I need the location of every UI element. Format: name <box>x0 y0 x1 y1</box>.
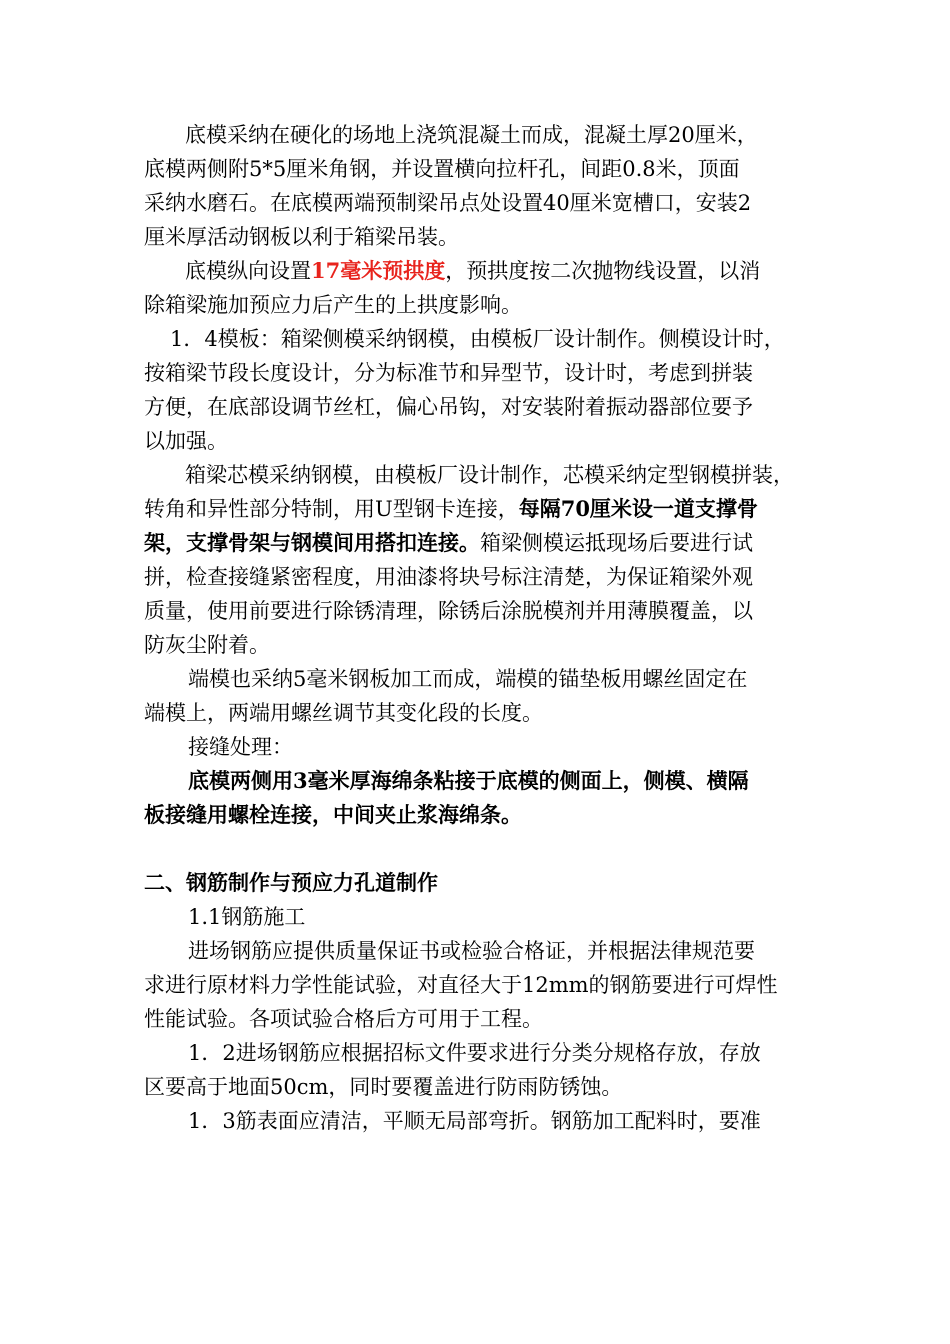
bold-text: 每隔70厘米设一道支撑骨 <box>518 496 758 521</box>
text-span: 底模纵向设置 <box>185 259 311 283</box>
paragraph-line <box>144 254 808 288</box>
paragraph-line: 性能试验。各项试验合格后方可用于工程。 <box>144 1007 543 1031</box>
paragraph-line: 防灰尘附着。 <box>144 633 270 657</box>
paragraph-line: 1．4模板：箱梁侧模采纳钢模，由模板厂设计制作。侧模设计时， <box>170 327 785 351</box>
paragraph-line: 方便，在底部设调节丝杠，偏心吊钩，对安装附着振动器部位要予 <box>144 395 753 419</box>
paragraph-line: 按箱梁节段长度设计，分为标准节和异型节，设计时，考虑到拼装 <box>144 361 753 385</box>
paragraph-line: 端模上，两端用螺丝调节其变化段的长度。 <box>144 701 543 725</box>
paragraph-line: 质量，使用前要进行除锈清理，除锈后涂脱模剂并用薄膜覆盖，以 <box>144 599 753 623</box>
paragraph-line: 底模采纳在硬化的场地上浇筑混凝土而成，混凝土厚20厘米， <box>185 123 758 147</box>
spacer <box>144 832 808 866</box>
paragraph-line: 除箱梁施加预应力后产生的上拱度影响。 <box>144 293 522 317</box>
paragraph-line: 区要高于地面50cm，同时要覆盖进行防雨防锈蚀。 <box>144 1075 623 1099</box>
text-span: 箱梁侧模运抵现场后要进行试 <box>480 531 753 555</box>
paragraph-line: 求进行原材料力学性能试验，对直径大于12mm的钢筋要进行可焊性 <box>144 973 778 997</box>
paragraph-line: 厘米厚活动钢板以利于箱梁吊装。 <box>144 225 459 249</box>
subsection-heading: 1.1钢筋施工 <box>188 905 306 929</box>
paragraph-line: 板接缝用螺栓连接，中间夹止浆海绵条。 <box>144 802 522 827</box>
bold-text: 架，支撑骨架与钢模间用搭扣连接。 <box>144 530 480 555</box>
paragraph-line: 1．2进场钢筋应根据招标文件要求进行分类分规格存放，存放 <box>188 1041 761 1065</box>
paragraph-line: 拼，检查接缝紧密程度，用油漆将块号标注清楚，为保证箱梁外观 <box>144 565 753 589</box>
paragraph-line: 端模也采纳5毫米钢板加工而成，端模的锚垫板用螺丝固定在 <box>188 667 748 691</box>
paragraph-line: 进场钢筋应提供质量保证书或检验合格证，并根据法律规范要 <box>188 939 755 963</box>
paragraph-line: 接缝处理： <box>188 735 293 759</box>
section-heading: 二、钢筋制作与预应力孔道制作 <box>144 870 438 895</box>
text-span: ，预拱度按二次抛物线设置，以消 <box>445 259 761 283</box>
paragraph-line <box>144 492 808 526</box>
paragraph-line: 以加强。 <box>144 429 228 453</box>
paragraph-line <box>144 526 808 560</box>
document-page <box>144 118 808 1138</box>
paragraph-line: 采纳水磨石。在底模两端预制梁吊点处设置40厘米宽槽口，安装2 <box>144 191 752 215</box>
paragraph-line: 底模两侧附5*5厘米角钢，并设置横向拉杆孔，间距0.8米，顶面 <box>144 157 740 181</box>
text-span: 转角和异性部分特制，用U型钢卡连接， <box>144 497 519 521</box>
highlighted-text: 17毫米预拱度 <box>311 258 446 283</box>
paragraph-line: 箱梁芯模采纳钢模，由模板厂设计制作，芯模采纳定型钢模拼装， <box>185 463 794 487</box>
paragraph-line: 底模两侧用3毫米厚海绵条粘接于底模的侧面上，侧模、横隔 <box>188 768 749 793</box>
paragraph-line: 1．3筋表面应清洁，平顺无局部弯折。钢筋加工配料时，要准 <box>188 1109 761 1133</box>
